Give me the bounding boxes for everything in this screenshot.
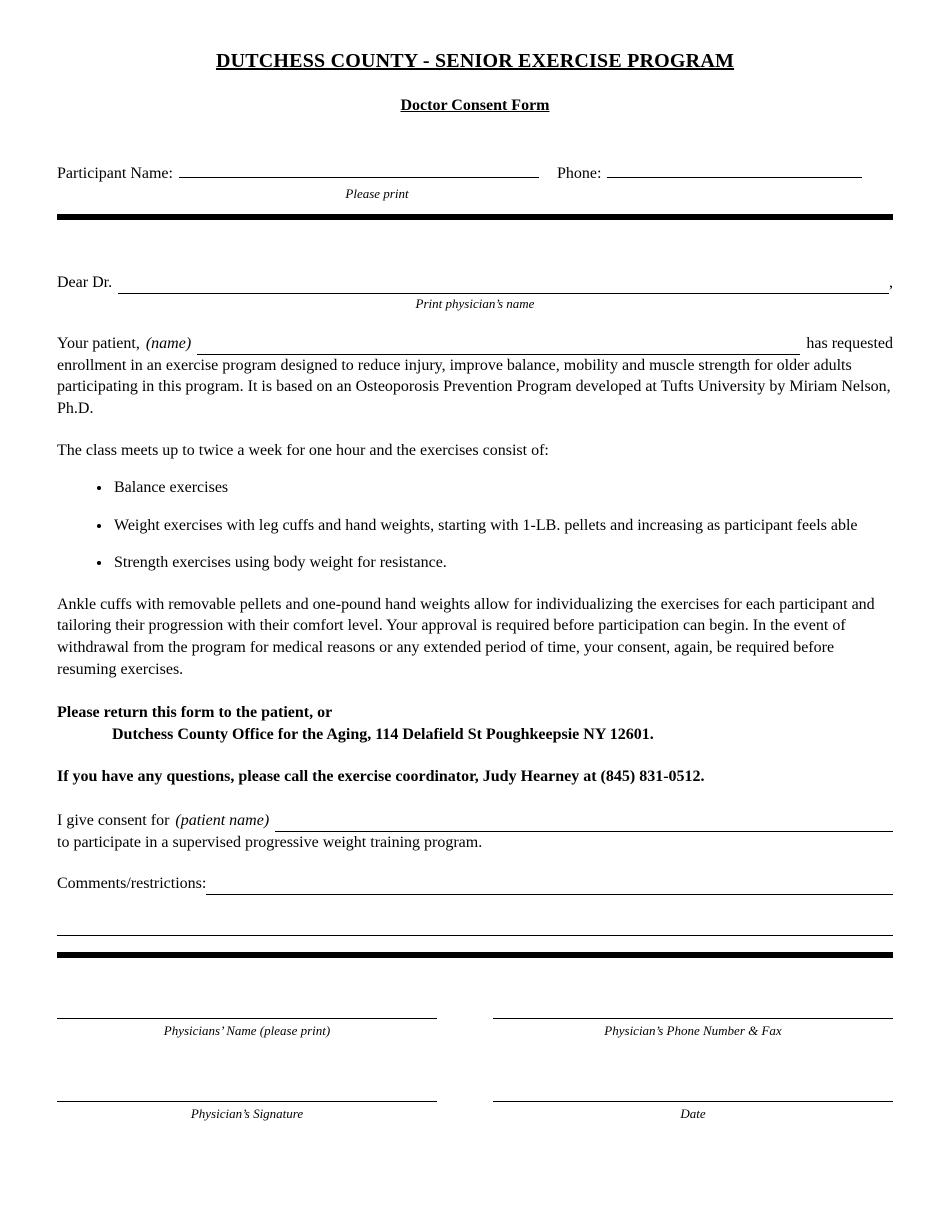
- patient-intro-suffix: has requested: [806, 335, 893, 353]
- physician-name-print-block: [57, 1018, 437, 1040]
- consent-continuation-line: to participate in a supervised progressive weight training program.: [57, 833, 483, 851]
- physician-phone-fax-field[interactable]: [493, 1018, 893, 1019]
- questions-contact-line: If you have any questions, please call the exercise coordinator, Judy Hearney at (845) 831-0512.: [57, 768, 705, 786]
- physician-name-print-label: Physicians’ Name (please print): [163, 1022, 331, 1038]
- return-line-1: Please return this form to the patient, or: [57, 704, 333, 722]
- physician-signature-field[interactable]: [57, 1101, 437, 1102]
- consent-prefix: I give consent for: [57, 811, 170, 829]
- physician-name-print-field[interactable]: [57, 1018, 437, 1019]
- return-line-2: Dutchess County Office for the Aging, 114 Delafield St Poughkeepsie NY 12601.: [112, 725, 654, 743]
- physician-phone-fax-block: [493, 1018, 893, 1040]
- signature-row-top: [57, 1018, 893, 1040]
- bottom-divider-rule: [57, 952, 893, 958]
- consent-patient-name-field[interactable]: [275, 810, 893, 832]
- phone-label: Phone:: [556, 164, 602, 182]
- consent-patient-name-label: (patient name): [175, 811, 270, 829]
- comments-label: Comments/restrictions:: [57, 875, 207, 893]
- salutation-comma: ,: [889, 273, 893, 291]
- comments-field[interactable]: [206, 873, 893, 895]
- page-title: DUTCHESS COUNTY - SENIOR EXERCISE PROGRAM: [215, 50, 735, 72]
- phone-field[interactable]: [607, 163, 862, 178]
- salutation-row: [57, 272, 893, 294]
- please-print-hint: Please print: [345, 186, 409, 202]
- list-item: • Weight exercises with leg cuffs and hand weights, starting with 1-LB. pellets and increasing as participant feels able: [112, 515, 893, 537]
- patient-name-inline-label: (name): [145, 335, 192, 353]
- signature-row-bottom: [57, 1101, 893, 1123]
- comments-row: [57, 873, 893, 895]
- patient-name-field[interactable]: [197, 333, 800, 355]
- participant-name-label: Participant Name:: [57, 164, 173, 182]
- top-divider-rule: [57, 214, 893, 220]
- patient-intro-prefix: Your patient,: [57, 335, 140, 353]
- physician-signature-label: Physician’s Signature: [190, 1106, 304, 1122]
- ankle-cuffs-paragraph: Ankle cuffs with removable pellets and one-pound hand weights allow for individualizing the exercises for each participant and tailoring their progression with their comfort level. Your approval is required before participation can begin. In the event of withdrawal from the program for medical reasons or any extended period of time, your consent, again, be required before resuming exercises.: [57, 595, 875, 678]
- patient-intro-row: [57, 333, 893, 355]
- date-block: [493, 1101, 893, 1123]
- enrollment-paragraph: enrollment in an exercise program designed to reduce injury, improve balance, mobility and muscle strength for older adults participating in this program. It is based on an Osteoporosis Prevention Program developed at Tufts University by Miriam Nelson, Ph.D.: [57, 356, 891, 417]
- participant-name-field[interactable]: [179, 163, 539, 178]
- physician-name-field[interactable]: [118, 272, 889, 294]
- return-instructions: [57, 702, 893, 745]
- date-label: Date: [680, 1106, 706, 1122]
- physician-signature-block: [57, 1101, 437, 1123]
- physician-phone-fax-label: Physician’s Phone Number & Fax: [604, 1022, 782, 1038]
- list-item: • Balance exercises: [112, 477, 893, 499]
- participant-phone-row: [57, 163, 893, 185]
- exercise-bullet-list: [57, 477, 893, 574]
- dear-dr-label: Dear Dr.: [57, 273, 113, 291]
- print-physician-name-hint: Print physician’s name: [415, 295, 535, 311]
- comments-overflow-field[interactable]: [57, 935, 893, 936]
- list-item: • Strength exercises using body weight for resistance.: [112, 552, 893, 574]
- consent-row: [57, 810, 893, 832]
- class-schedule-line: The class meets up to twice a week for one hour and the exercises consist of:: [57, 442, 549, 460]
- form-subtitle: Doctor Consent Form: [400, 97, 550, 114]
- date-field[interactable]: [493, 1101, 893, 1102]
